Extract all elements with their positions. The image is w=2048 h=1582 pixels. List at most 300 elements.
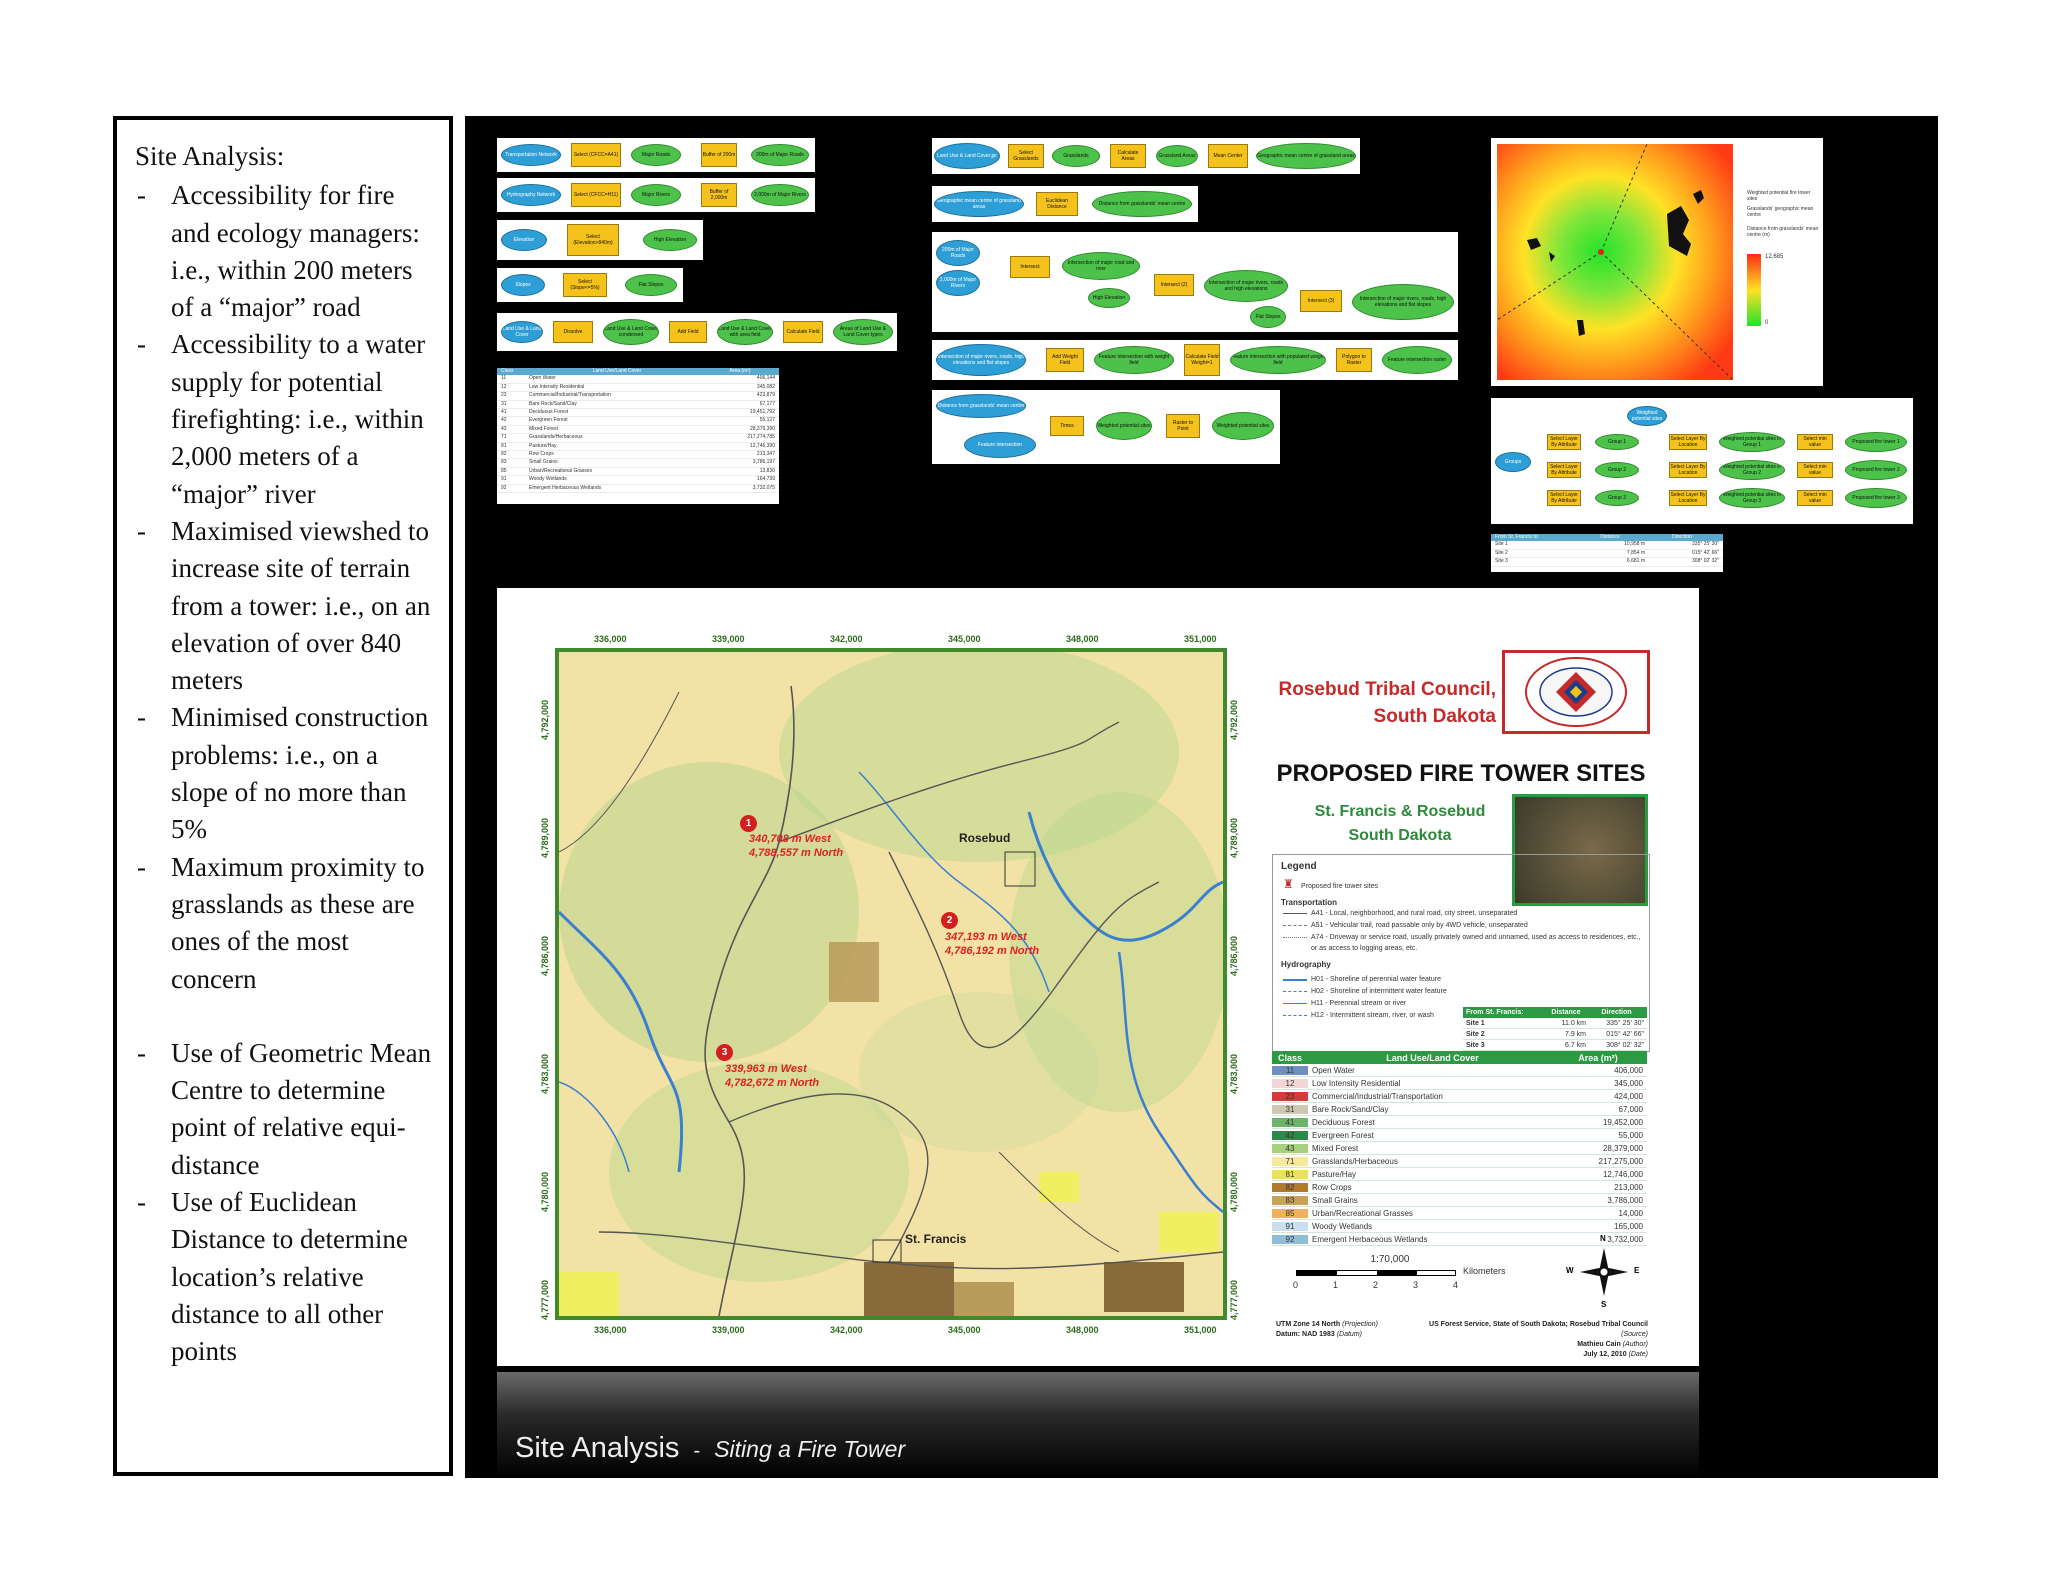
org-name: [1276, 676, 1496, 730]
model-node: Select min value: [1797, 490, 1833, 506]
model-node: Flat Slopes: [625, 274, 677, 296]
model-node: Add Field: [669, 321, 707, 343]
subtitle-line: St. Francis & Rosebud: [1314, 803, 1486, 820]
table-cell: 164,739: [756, 476, 775, 483]
model-node: Major Roads: [631, 144, 681, 166]
model-node: Grassland Areas: [1156, 145, 1198, 167]
x-tick: 342,000: [830, 634, 863, 644]
distance-header: [1463, 1007, 1647, 1018]
date-tag: (Date): [1628, 1351, 1648, 1358]
map-frame: [555, 648, 1227, 1320]
table-row: [1272, 1077, 1647, 1090]
model-node: Land Use & Land Cover with area field: [717, 319, 773, 345]
site-coord-north: 4,782,672 m North: [725, 1077, 820, 1089]
caption-bar: [497, 1372, 1699, 1478]
table-cell: Evergreen Forest: [1312, 1130, 1374, 1140]
table-cell: 82: [501, 451, 507, 458]
table-cell: 67,177: [759, 400, 775, 407]
model-node: Intersection of major rivers, roads and high elevations: [1204, 270, 1288, 302]
x-tick: 345,000: [948, 634, 981, 644]
col-header: Direction: [1672, 534, 1692, 540]
table-cell: 31: [501, 400, 507, 407]
legend-entry: H12 - Intermittent stream, river, or wash: [1311, 1012, 1434, 1019]
table-cell: 015° 42' 66": [1692, 549, 1719, 556]
y-tick: 4,792,000: [540, 699, 550, 740]
model-landuse: [497, 313, 897, 351]
table-cell: Site 1: [1466, 1019, 1485, 1027]
model-node: Distance from grasslands' mean centre: [1092, 191, 1192, 217]
model-node: Intersect (2): [1154, 274, 1194, 296]
model-node: Intersection of major road and river: [1062, 252, 1140, 280]
table-cell: 345,082: [756, 383, 775, 390]
table-cell: Small Grains: [1312, 1195, 1358, 1205]
table-header: [1272, 1051, 1647, 1064]
class-cell: 31: [1272, 1105, 1308, 1114]
model-node: Raster to Point: [1166, 414, 1200, 438]
table-cell: Grasslands/Herbaceous: [529, 434, 583, 441]
model-node: Select Layer By Attribute: [1547, 490, 1581, 506]
table-cell: Deciduous Forest: [529, 409, 569, 416]
x-tick: 345,000: [948, 1325, 981, 1335]
table-cell: Evergreen Forest: [529, 417, 568, 424]
table-cell: Low Intensity Residential: [529, 383, 585, 390]
model-node: Select Layer By Location: [1670, 492, 1706, 504]
scale-tick: 0: [1293, 1280, 1299, 1290]
table-cell: 424,000: [1614, 1091, 1643, 1101]
model-node: Calculate Field Weight=1: [1184, 344, 1220, 376]
x-tick: 336,000: [594, 634, 627, 644]
table-cell: Grasslands/Herbaceous: [1312, 1156, 1398, 1166]
scale-tick: 3: [1413, 1280, 1419, 1290]
source-tag: (Source): [1621, 1331, 1648, 1338]
table-cell: 7.9 km: [1564, 1030, 1586, 1038]
y-tick: 4,777,000: [1229, 1279, 1239, 1320]
color-ramp: [1747, 254, 1761, 326]
x-tick: 348,000: [1066, 1325, 1099, 1335]
town-st-francis: St. Francis: [905, 1232, 967, 1246]
table-cell: Pasture/Hay: [1312, 1169, 1357, 1179]
table-cell: 23: [501, 392, 507, 399]
model-node: Land Use & Land Cover: [501, 321, 543, 343]
criteria-item: - Use of Euclidean Distance to determine location’s relative distance to all other points: [135, 1184, 435, 1370]
site-1-coords: [749, 832, 843, 860]
model-node: Elevation: [501, 229, 547, 251]
table-cell: Woody Wetlands: [529, 476, 567, 483]
table-row: [1491, 541, 1723, 549]
caption-title: Site Analysis: [515, 1432, 680, 1464]
model-node: Grasslands: [1052, 145, 1100, 167]
heatmap-legend: [1747, 190, 1819, 238]
table-cell: Mixed Forest: [529, 425, 558, 432]
table-cell: Deciduous Forest: [1312, 1117, 1375, 1127]
table-cell: 91: [501, 476, 507, 483]
model-node: Feature intersection raster: [1382, 346, 1452, 374]
col-header: Land Use/Land Cover: [1386, 1052, 1479, 1063]
model-node: Select (Elevation>840m): [567, 224, 619, 256]
table-row: [497, 375, 779, 383]
table-cell: 6.7 km: [1564, 1041, 1586, 1049]
map-title: PROPOSED FIRE TOWER SITES: [1276, 760, 1646, 787]
table-cell: 3,786,000: [1607, 1195, 1643, 1205]
site-1-marker: 1: [740, 815, 757, 832]
y-tick: 4,783,000: [540, 1053, 550, 1094]
class-cell: 82: [1272, 1183, 1308, 1192]
legend-centre: Grasslands' geographic mean centre: [1747, 206, 1814, 218]
table-cell: 165,000: [1614, 1221, 1643, 1231]
table-cell: Open Water: [529, 375, 556, 382]
model-node: Polygon to Raster: [1336, 348, 1372, 372]
legend-entry: H02 - Shoreline of intermittent water feature: [1311, 988, 1447, 995]
table-cell: 43: [501, 425, 507, 432]
model-groups: [1491, 398, 1913, 524]
model-grasslands: [932, 138, 1360, 174]
table-cell: 7,854 m: [1626, 549, 1645, 556]
criteria-item: - Maximum proximity to grasslands as these are ones of the most concern: [135, 849, 435, 998]
site-3-marker: 3: [716, 1044, 733, 1061]
model-node: Group 2: [1595, 462, 1639, 478]
model-node: Feature intersection with weight field: [1094, 346, 1174, 374]
table-cell: 55,000: [1618, 1130, 1643, 1140]
table-cell: 12,746,390: [749, 442, 775, 449]
table-cell: Row Crops: [529, 451, 554, 458]
table-cell: 6,681 m: [1626, 558, 1645, 565]
table-cell: 19,451,792: [749, 409, 775, 416]
model-node: Select (CFCC=H11): [571, 183, 621, 207]
legend-entry: H01 - Shoreline of perennial water feature: [1311, 976, 1441, 983]
site-analysis-panel: [113, 116, 453, 1476]
model-node: Select Layer By Attribute: [1547, 462, 1581, 478]
table-row: [1463, 1040, 1647, 1051]
model-node: Land Use & Land Cover.jpr: [934, 143, 1000, 169]
table-cell: Site 3: [1466, 1041, 1485, 1049]
model-node: Calculate Areas: [1110, 144, 1146, 168]
compass-e: E: [1634, 1266, 1640, 1275]
scale-tick: 1: [1333, 1280, 1339, 1290]
model-euclidean: [932, 186, 1198, 222]
table-cell: 42: [501, 417, 507, 424]
site-coord-north: 4,786,192 m North: [945, 945, 1040, 957]
criteria-item: - Accessibility to a water supply for potential firefighting: i.e., within 2,000 meters of a “major” river: [135, 326, 435, 512]
model-node: Weighted potential sites: [1096, 412, 1152, 440]
x-tick: 351,000: [1184, 1325, 1217, 1335]
table-header: [497, 368, 779, 375]
tribal-seal: [1502, 650, 1650, 734]
model-node: Select Layer By Attribute: [1547, 434, 1581, 450]
model-node: 200m of Major Roads: [751, 144, 809, 166]
distance-heatmap-panel: [1491, 138, 1823, 386]
table-cell: 217,275,000: [1598, 1156, 1643, 1166]
table-cell: 423,879: [756, 392, 775, 399]
table-cell: Mixed Forest: [1312, 1143, 1359, 1153]
table-row: [1272, 1142, 1647, 1155]
model-node: Buffer of 2,000m: [701, 183, 737, 207]
model-node: Group 3: [1595, 490, 1639, 506]
model-node: Intersection of major rivers, roads, high elevations and flat slopes: [1352, 284, 1454, 320]
projection-info: [1276, 1320, 1378, 1340]
road-a51-swatch: [1283, 925, 1307, 926]
table-cell: Site 1: [1495, 541, 1508, 548]
col-header: Class: [1277, 1052, 1303, 1063]
legend-title: Weighted potential fire tower sites: [1747, 190, 1811, 202]
subtitle-line: South Dakota: [1348, 827, 1452, 844]
table-row: [1463, 1018, 1647, 1029]
table-cell: 10,958 m: [1624, 541, 1645, 548]
table-row: [497, 401, 779, 409]
col-header: Class: [501, 368, 514, 374]
legend-section: Hydrography: [1281, 960, 1331, 969]
site-coord-west: 340,708 m West: [749, 833, 831, 845]
table-cell: 345,000: [1614, 1078, 1643, 1088]
model-node: Transportation Network: [501, 144, 561, 166]
projection-text: UTM Zone 14 North: [1276, 1321, 1341, 1328]
x-tick: 339,000: [712, 634, 745, 644]
model-node: Group 1: [1595, 434, 1639, 450]
model-intersect: [932, 232, 1458, 332]
scale-tick: 4: [1453, 1280, 1459, 1290]
model-node: Weighted potential sites in Group 2: [1719, 460, 1785, 480]
table-row: [1491, 558, 1723, 566]
legend-entry: A41 - Local, neighborhood, and rural road, city street, unseparated: [1311, 910, 1518, 917]
road-a41-swatch: [1283, 913, 1307, 914]
caption-text: [515, 1432, 905, 1465]
table-row: [497, 384, 779, 392]
model-node: 200m of Major Roads: [936, 240, 980, 266]
site-2-coords: [945, 930, 1039, 958]
table-row: [1491, 550, 1723, 558]
model-node: Select min value: [1797, 434, 1833, 450]
model-node: Proposed fire tower 3: [1845, 488, 1907, 508]
table-row: [1272, 1181, 1647, 1194]
legend-entry: H11 - Perennial stream or river: [1311, 1000, 1407, 1007]
terrain-map: [559, 652, 1223, 1316]
col-header: Distance: [1551, 1009, 1581, 1016]
class-cell: 41: [1272, 1118, 1308, 1127]
y-tick: 4,780,000: [1229, 1171, 1239, 1212]
class-cell: 42: [1272, 1131, 1308, 1140]
table-cell: 14,000: [1618, 1208, 1643, 1218]
table-cell: 213,000: [1614, 1182, 1643, 1192]
table-row: [1272, 1194, 1647, 1207]
col-header: Land Use/Land Cover: [592, 368, 642, 374]
map-subtitle: [1290, 800, 1510, 848]
y-tick: 4,783,000: [1229, 1053, 1239, 1094]
compass-w: W: [1566, 1266, 1574, 1275]
table-row: [1272, 1220, 1647, 1233]
model-node: Weighted potential sites in Group 1: [1719, 432, 1785, 452]
criteria-list: [135, 177, 435, 1370]
legend-distance: Distance from grasslands' mean centre (m): [1747, 226, 1819, 238]
table-cell: 11: [501, 375, 507, 382]
model-node: Select min value: [1797, 462, 1833, 478]
y-tick: 4,789,000: [540, 817, 550, 858]
model-node: Major Rivers: [631, 184, 681, 206]
table-cell: 12,746,000: [1602, 1169, 1643, 1179]
table-cell: 19,452,000: [1602, 1117, 1643, 1127]
legend-box: [1272, 854, 1650, 1052]
model-node: Proposed fire tower 1: [1845, 432, 1907, 452]
table-cell: Emergent Herbaceous Wetlands: [1312, 1234, 1428, 1244]
model-node: Select (Slope<=5%): [563, 273, 607, 297]
table-cell: Bare Rock/Sand/Clay: [1312, 1104, 1389, 1114]
author-tag: (Author): [1622, 1341, 1648, 1348]
site-3-coords: [725, 1062, 819, 1090]
date-text: July 12, 2010: [1583, 1351, 1627, 1358]
table-row: [497, 426, 779, 434]
legend-entry: A74 - Driveway or service road, usually privately owned and unnamed, used as access to residences, etc., or as access to logging areas, etc.: [1311, 934, 1641, 952]
author-text: Mathieu Cain: [1577, 1341, 1621, 1348]
scale-bar: [1296, 1270, 1456, 1276]
compass-n: N: [1600, 1234, 1606, 1243]
road-a74-swatch: [1283, 937, 1307, 938]
site-coord-west: 339,963 m West: [725, 1063, 807, 1075]
table-cell: 3,732,000: [1607, 1234, 1643, 1244]
model-roads: [497, 138, 815, 172]
table-cell: Open Water: [1312, 1065, 1355, 1075]
criteria-item: - Maximised viewshed to increase site of terrain from a tower: i.e., on an elevation of over 840 meters: [135, 513, 435, 699]
model-node: Select Layer By Location: [1670, 436, 1706, 448]
table-cell: Pasture/Hay: [529, 442, 557, 449]
model-elevation: [497, 220, 703, 260]
table-cell: Urban/Recreational Grasses: [1312, 1208, 1413, 1218]
x-tick: 351,000: [1184, 634, 1217, 644]
model-node: Calculate Field: [783, 321, 823, 343]
table-cell: Commercial/Industrial/Transportation: [529, 392, 611, 399]
class-cell: 71: [1272, 1157, 1308, 1166]
table-cell: 83: [501, 459, 507, 466]
org-line: South Dakota: [1373, 706, 1496, 727]
table-cell: Emergent Herbaceous Wetlands: [529, 484, 602, 491]
table-cell: Site 2: [1466, 1030, 1485, 1038]
table-row: [1272, 1064, 1647, 1077]
table-row: [497, 417, 779, 425]
model-node: Mean Center: [1208, 144, 1248, 168]
col-header: From St. Francis:: [1466, 1009, 1524, 1016]
table-row: [497, 409, 779, 417]
table-cell: 41: [501, 409, 507, 416]
table-cell: 81: [501, 442, 507, 449]
y-tick: 4,780,000: [540, 1171, 550, 1212]
scale-tick: 2: [1373, 1280, 1379, 1290]
ramp-min-label: 0: [1765, 320, 1769, 326]
model-weight: [932, 340, 1458, 380]
legend-heading: Legend: [1281, 861, 1317, 872]
class-cell: 83: [1272, 1196, 1308, 1205]
model-node: Areas of Land Use & Land Cover types: [833, 319, 893, 345]
model-node: Feature intersection: [964, 432, 1036, 458]
table-cell: 335° 25' 30": [1692, 541, 1719, 548]
model-node: 2,000m of Major Rivers: [936, 270, 980, 296]
model-node: Slopes: [501, 274, 545, 296]
table-cell: 217,274,785: [747, 434, 775, 441]
table-cell: Bare Rock/Sand/Clay: [529, 400, 577, 407]
table-cell: Site 3: [1495, 558, 1508, 565]
model-node: Intersect: [1010, 256, 1050, 278]
table-cell: 28,379,390: [749, 425, 775, 432]
model-node: Groups: [1495, 452, 1531, 472]
model-node: Dissolve: [553, 321, 593, 343]
criteria-item: - Minimised construction problems: i.e., on a slope of no more than 5%: [135, 699, 435, 848]
model-node: Add Weight Field: [1046, 348, 1084, 372]
x-tick: 348,000: [1066, 634, 1099, 644]
model-node: Distance from grasslands' mean centre: [936, 394, 1026, 418]
model-rivers: [497, 178, 815, 212]
table-cell: 11.0 km: [1561, 1019, 1586, 1027]
col-header: Direction: [1601, 1009, 1632, 1016]
heatmap-raster: [1497, 144, 1733, 380]
projection-tag: (Projection): [1342, 1321, 1378, 1328]
table-row: [1463, 1029, 1647, 1040]
class-cell: 85: [1272, 1209, 1308, 1218]
caption-subtitle: Siting a Fire Tower: [714, 1436, 906, 1462]
scale-segment: [1377, 1271, 1417, 1275]
hydro-h01-swatch: [1283, 979, 1307, 981]
table-cell: 308° 02' 32": [1606, 1041, 1644, 1049]
class-cell: 43: [1272, 1144, 1308, 1153]
model-node: Feature intersection with populated weight field: [1230, 346, 1326, 374]
model-node: Select Grasslands: [1008, 144, 1044, 168]
class-cell: 91: [1272, 1222, 1308, 1231]
class-cell: 23: [1272, 1092, 1308, 1101]
model-node: Weighted potential sites in Group 3: [1719, 488, 1785, 508]
model-node: Weighted potential sites: [1627, 406, 1667, 426]
seal-emblem-icon: [1505, 653, 1647, 731]
col-header: Area (m²): [1578, 1052, 1618, 1063]
table-cell: 67,000: [1618, 1104, 1643, 1114]
y-tick: 4,786,000: [1229, 935, 1239, 976]
table-cell: 213,347: [756, 451, 775, 458]
model-node: Flat Slopes: [1250, 306, 1286, 328]
table-cell: 55,127: [759, 417, 775, 424]
table-row: [1272, 1155, 1647, 1168]
hydro-h12-swatch: [1283, 1015, 1307, 1016]
distance-table: [1463, 1007, 1647, 1051]
model-node: High Elevation: [643, 229, 697, 251]
model-node: Times: [1050, 416, 1084, 436]
col-header: Distance: [1600, 534, 1620, 540]
table-cell: 308° 02' 32": [1692, 558, 1719, 565]
datum-text: Datum: NAD 1983: [1276, 1331, 1335, 1338]
site-2-marker: 2: [941, 912, 958, 929]
table-cell: 12: [501, 383, 507, 390]
table-cell: 406,144: [756, 375, 775, 382]
distance-table-small: [1491, 534, 1723, 572]
scale-ratio: 1:70,000: [1370, 1254, 1410, 1265]
table-row: [1272, 1103, 1647, 1116]
source-text: US Forest Service, State of South Dakota; Rosebud Tribal Council: [1429, 1321, 1648, 1328]
model-node: Select Layer By Location: [1670, 464, 1706, 476]
y-tick: 4,786,000: [540, 935, 550, 976]
scale-segment: [1297, 1271, 1337, 1275]
heatmap-overlay: [1497, 144, 1733, 380]
table-row: [1272, 1090, 1647, 1103]
model-node: 2,000m of Major Rivers: [751, 184, 809, 206]
model-node: Select (CFCC=A41): [571, 143, 621, 167]
ramp-max-label: 12,685: [1765, 254, 1784, 260]
class-cell: 11: [1272, 1066, 1308, 1075]
table-cell: 3,732,075: [752, 484, 775, 491]
model-node: Weighted potential sites: [1212, 412, 1274, 440]
legend-section: Transportation: [1281, 898, 1338, 907]
table-row: [497, 476, 779, 484]
x-tick: 339,000: [712, 1325, 745, 1335]
model-node: Hydrography Network: [501, 184, 561, 206]
table-header: [1491, 534, 1723, 541]
model-slope: [497, 268, 683, 302]
org-line: Rosebud Tribal Council,: [1278, 679, 1496, 700]
table-cell: 85: [501, 467, 507, 474]
model-node: Geographic mean centre of grassland areas: [1256, 143, 1356, 169]
table-row: [497, 392, 779, 400]
